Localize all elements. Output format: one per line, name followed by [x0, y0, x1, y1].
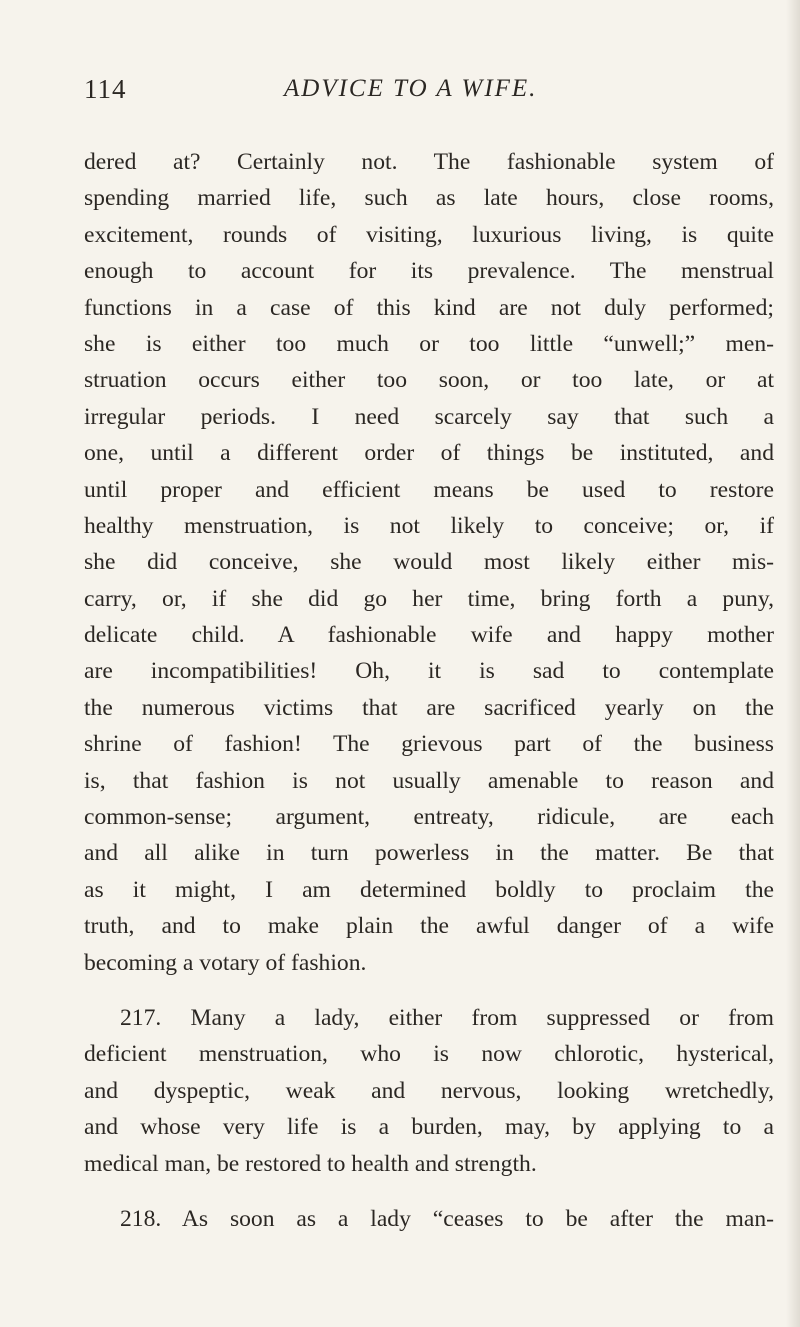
text-line: dered at? Certainly not. The fashionable system of [84, 149, 774, 175]
text-line: deficient menstruation, who is now chlorotic, hysterical, [84, 1041, 774, 1068]
page-number: 114 [84, 74, 127, 104]
page-edge-shadow [786, 0, 800, 1327]
text-line: spending married life, such as late hours, close rooms, [84, 185, 774, 212]
text-line: she did conceive, she would most likely either mis- [84, 549, 774, 576]
paragraph-continuation [84, 144, 774, 981]
text-line: enough to account for its prevalence. The menstrual [84, 258, 774, 285]
text-line: 217. Many a lady, either from suppressed or from [120, 1004, 774, 1031]
text-line: irregular periods. I need scarcely say that such a [84, 403, 774, 430]
text-line: and whose very life is a burden, may, by applying to a [84, 1114, 774, 1141]
text-line: and all alike in turn powerless in the matter. Be that [84, 840, 774, 867]
text-line: struation occurs either too soon, or too late, or at [84, 367, 774, 394]
text-line: common-sense; argument, entreaty, ridicule, are each [84, 804, 774, 831]
text-line: functions in a case of this kind are not duly performed; [84, 294, 774, 321]
text-line: one, until a different order of things be instituted, and [84, 440, 774, 467]
text-line: delicate child. A fashionable wife and happy mother [84, 622, 774, 649]
text-line: is, that fashion is not usually amenable to reason and [84, 767, 774, 794]
text-line: becoming a votary of fashion. [84, 949, 367, 976]
running-head [84, 74, 770, 110]
text-line: medical man, be restored to health and strength. [84, 1150, 537, 1177]
text-line: she is either too much or too little “unwell;” men- [84, 330, 774, 357]
body-text [84, 144, 774, 1237]
text-line: as it might, I am determined boldly to proclaim the [84, 876, 774, 903]
paragraph-218 [84, 1201, 774, 1237]
text-line: healthy menstruation, is not likely to conceive; or, if [84, 512, 774, 539]
running-title: ADVICE TO A WIFE. [284, 75, 538, 102]
text-line: truth, and to make plain the awful danger of a wife [84, 913, 774, 940]
text-line: shrine of fashion! The grievous part of the business [84, 731, 774, 758]
text-line: carry, or, if she did go her time, bring forth a puny, [84, 585, 774, 612]
text-line: until proper and efficient means be used to restore [84, 476, 774, 503]
paragraph-spacer [84, 1182, 774, 1201]
text-line: 218. As soon as a lady “ceases to be after the man- [120, 1205, 774, 1232]
text-line: and dyspeptic, weak and nervous, looking wretchedly, [84, 1077, 774, 1104]
paragraph-spacer [84, 981, 774, 1000]
paragraph-217 [84, 1000, 774, 1182]
text-line: are incompatibilities! Oh, it is sad to contemplate [84, 658, 774, 685]
text-line: excitement, rounds of visiting, luxurious living, is quite [84, 221, 774, 248]
text-line: the numerous victims that are sacrificed yearly on the [84, 694, 774, 721]
